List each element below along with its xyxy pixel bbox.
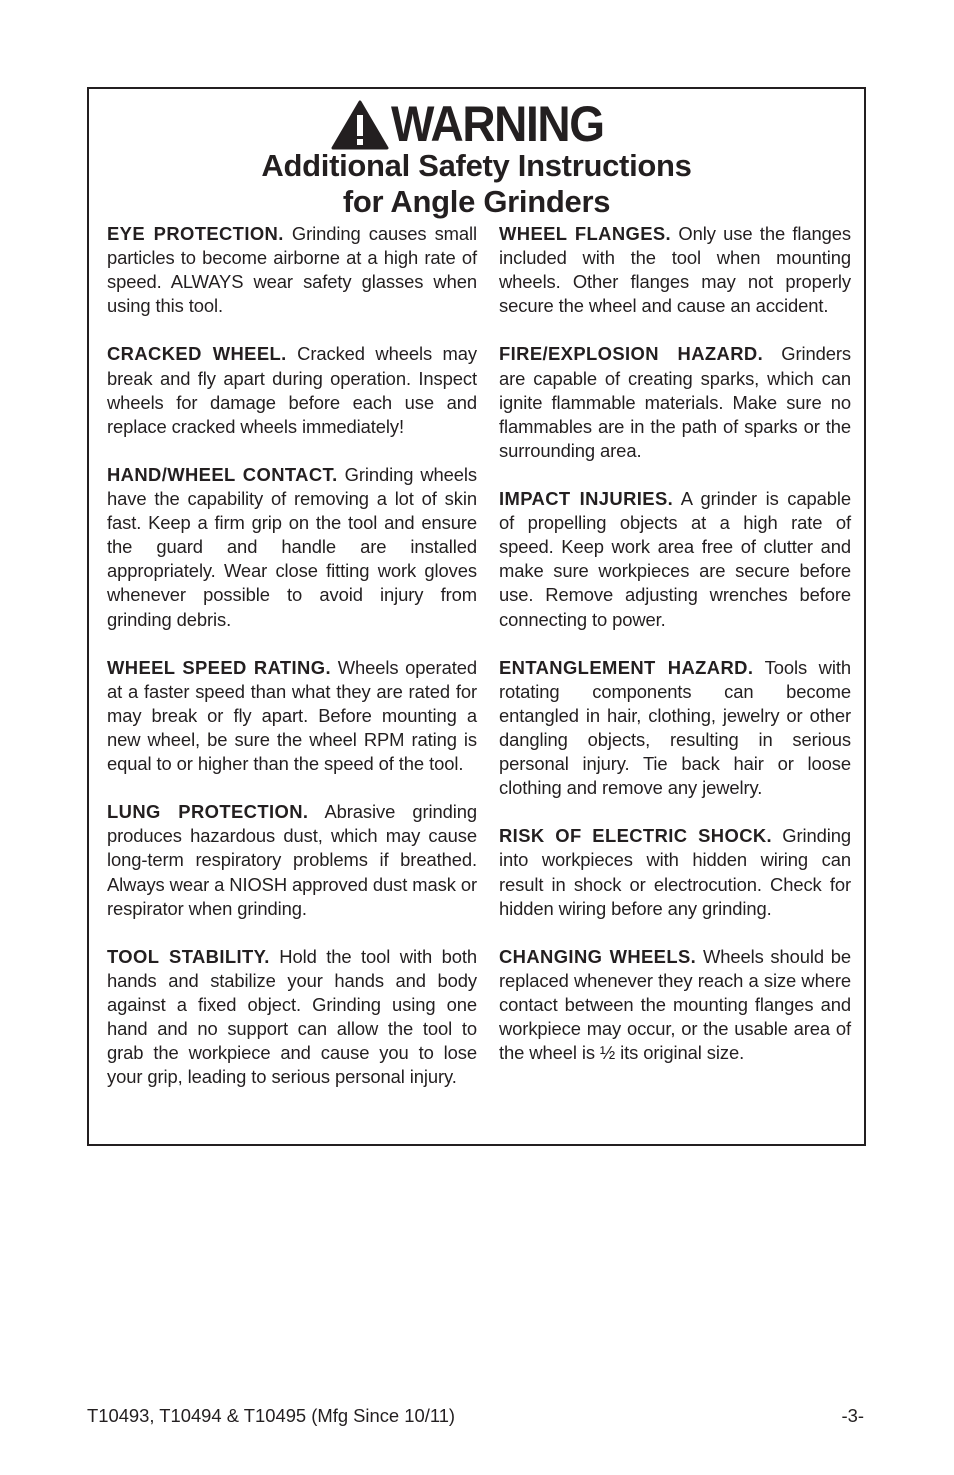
warning-header [89, 96, 864, 152]
safety-item-eye-protection: EYE PROTECTION. Grinding causes small particles to become airborne at a high rate of speed. ALWAYS wear safety glasses when using this tool. [107, 223, 477, 317]
subtitle-line-1: Additional Safety Instructions [261, 148, 692, 183]
safety-item-cracked-wheel: CRACKED WHEEL. Cracked wheels may break and fly apart during operation. Inspect wheels for damage before each use and replace cracked wheels immediately! [107, 343, 477, 437]
safety-item-hand-wheel-contact: HAND/WHEEL CONTACT. Grinding wheels have the capability of removing a lot of skin fast. Keep a firm grip on the tool and ensure the guard and handle are installed appropriately. Wear close fitting work gloves whenever possible to avoid injury from grinding debris. [107, 463, 478, 630]
footer-page-number: -3- [841, 1405, 864, 1426]
warning-title: WARNING [390, 96, 604, 152]
safety-item-wheel-flanges: WHEEL FLANGES. Only use the flanges included with the tool when mounting wheels. Other flanges may not properly secure the wheel and cause an accident. [499, 223, 851, 317]
subtitle-line-2: for Angle Grinders [342, 184, 611, 219]
safety-item-changing-wheels: CHANGING WHEELS. Wheels should be replaced whenever they reach a size where contact between the mounting flanges and workpiece may occur, or the usable area of the wheel is ½ its original size. [499, 945, 852, 1064]
safety-item-impact-injuries: IMPACT INJURIES. A grinder is capable of propelling objects at a high rate of speed. Keep work area free of clutter and make sure workpieces are secure before use. Remove adjusting wrenches before connecting to power. [499, 488, 851, 630]
safety-item-lung-protection: LUNG PROTECTION. Abrasive grinding produces hazardous dust, which may cause long-term respiratory problems if breathed. Always wear a NIOSH approved dust mask or respirator when grinding. [107, 801, 477, 919]
left-column [107, 222, 477, 1113]
safety-item-fire-explosion-hazard: FIRE/EXPLOSION HAZARD. Grinders are capable of creating sparks, which can ignite flammable materials. Make sure no flammables are in the path of sparks or the surrounding area. [499, 343, 851, 461]
safety-item-entanglement-hazard: ENTANGLEMENT HAZARD. Tools with rotating components can become entangled in hair, clothing, jewelry or other dangling objects, resulting in serious personal injury. Tie back hair or loose clothing and remove any jewelry. [499, 656, 851, 799]
safety-item-tool-stability: TOOL STABILITY. Hold the tool with both hands and stabilize your hands and body against a fixed object. Grinding using one hand and no support can allow the tool to grab the workpiece and cause you to lose your grip, leading to serious personal injury. [107, 945, 477, 1088]
footer-model-numbers: T10493, T10494 & T10495 (Mfg Since 10/11) [87, 1405, 456, 1426]
warning-box [87, 87, 866, 1146]
right-column [499, 222, 851, 1089]
warning-triangle-icon [331, 100, 389, 150]
safety-item-electric-shock: RISK OF ELECTRIC SHOCK. Grinding into workpieces with hidden wiring can result in shock or electrocution. Check for hidden wiring before any grinding. [499, 825, 852, 919]
safety-item-wheel-speed-rating: WHEEL SPEED RATING. Wheels operated at a faster speed than what they are rated for may break or fly apart. Before mounting a new wheel, be sure the wheel RPM rating is equal to or higher than the speed of the tool. [107, 656, 477, 775]
